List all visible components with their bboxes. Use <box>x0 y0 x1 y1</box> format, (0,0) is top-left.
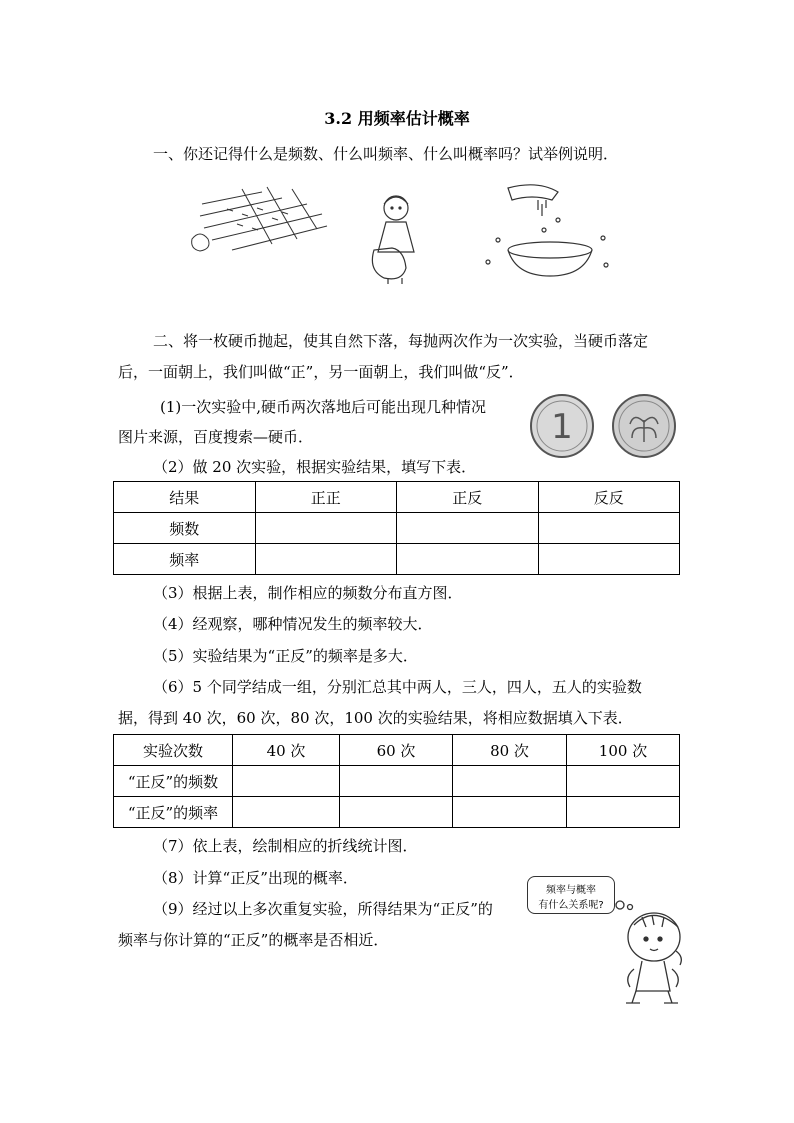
table-cell: “正反”的频率 <box>114 797 233 828</box>
table-cell: 频数 <box>114 513 256 544</box>
coin-back-image <box>610 392 678 460</box>
table-cell: 80 次 <box>453 735 567 766</box>
table-cell[interactable] <box>567 797 680 828</box>
question-5: （5）实验结果为“正反”的频率是多大． <box>153 647 418 665</box>
coin-value: 1 <box>551 407 573 447</box>
question-8: （8）计算“正反”出现的概率． <box>153 869 358 887</box>
table-cell: 正反 <box>397 482 539 513</box>
rain-illustration <box>182 184 332 264</box>
question-1-line2: 图片来源，百度搜索—硬币． <box>118 428 314 446</box>
bubble-line1: 频率与概率 <box>546 885 596 896</box>
experiment-table <box>113 734 680 828</box>
table-row <box>114 797 680 828</box>
table-cell[interactable] <box>397 544 539 575</box>
page-title: 3.2 用频率估计概率 <box>324 109 470 128</box>
table-cell[interactable] <box>340 797 453 828</box>
question-6-line1: （6）5 个同学结成一组，分别汇总其中两人，三人，四人，五人的实验数 <box>153 678 642 696</box>
table-cell[interactable] <box>340 766 453 797</box>
question-2: （2）做 20 次实验，根据实验结果，填写下表． <box>153 458 477 476</box>
table-cell: 实验次数 <box>114 735 233 766</box>
table-cell[interactable] <box>233 797 340 828</box>
table-cell: 正正 <box>255 482 397 513</box>
section1-question: 一、你还记得什么是频数、什么叫频率、什么叫概率吗？试举例说明． <box>153 145 619 163</box>
bowl-with-seeds-illustration <box>478 180 618 280</box>
table-cell: 100 次 <box>567 735 680 766</box>
question-3: （3）根据上表，制作相应的频数分布直方图． <box>153 584 463 602</box>
table-cell: 60 次 <box>340 735 453 766</box>
table-cell: 结果 <box>114 482 256 513</box>
table-cell[interactable] <box>255 544 397 575</box>
table-cell: 反反 <box>538 482 680 513</box>
table-cell[interactable] <box>538 513 680 544</box>
table-cell[interactable] <box>453 766 567 797</box>
table-row <box>114 482 680 513</box>
child-with-bag-illustration <box>368 190 428 285</box>
table-row <box>114 766 680 797</box>
table-cell: “正反”的频数 <box>114 766 233 797</box>
bubble-line2: 有什么关系呢? <box>538 900 604 911</box>
table-row <box>114 544 680 575</box>
results-table <box>113 481 680 575</box>
question-6-line2: 据，得到 40 次，60 次，80 次，100 次的实验结果，将相应数据填入下表． <box>118 709 633 727</box>
section2-line2: 后，一面朝上，我们叫做“正”，另一面朝上，我们叫做“反”． <box>118 363 524 381</box>
table-row <box>114 735 680 766</box>
table-cell: 40 次 <box>233 735 340 766</box>
question-9-line2: 频率与你计算的“正反”的概率是否相近． <box>118 931 389 949</box>
question-4: （4）经观察，哪种情况发生的频率较大． <box>153 615 433 633</box>
table-cell: 频率 <box>114 544 256 575</box>
table-cell[interactable] <box>255 513 397 544</box>
table-cell[interactable] <box>397 513 539 544</box>
speech-bubble <box>527 876 615 914</box>
table-cell[interactable] <box>453 797 567 828</box>
question-7: （7）依上表，绘制相应的折线统计图． <box>153 837 418 855</box>
section2-line1: 二、将一枚硬币抛起，使其自然下落，每抛两次作为一次实验，当硬币落定 <box>153 332 649 350</box>
question-9-line1: （9）经过以上多次重复实验，所得结果为“正反”的 <box>153 900 493 918</box>
coin-front-image <box>528 392 596 460</box>
table-row <box>114 513 680 544</box>
question-1-line1: (1)一次实验中,硬币两次落地后可能出现几种情况 <box>160 398 487 416</box>
table-cell[interactable] <box>538 544 680 575</box>
table-cell[interactable] <box>567 766 680 797</box>
thinking-child-illustration <box>612 895 687 1010</box>
table-cell[interactable] <box>233 766 340 797</box>
